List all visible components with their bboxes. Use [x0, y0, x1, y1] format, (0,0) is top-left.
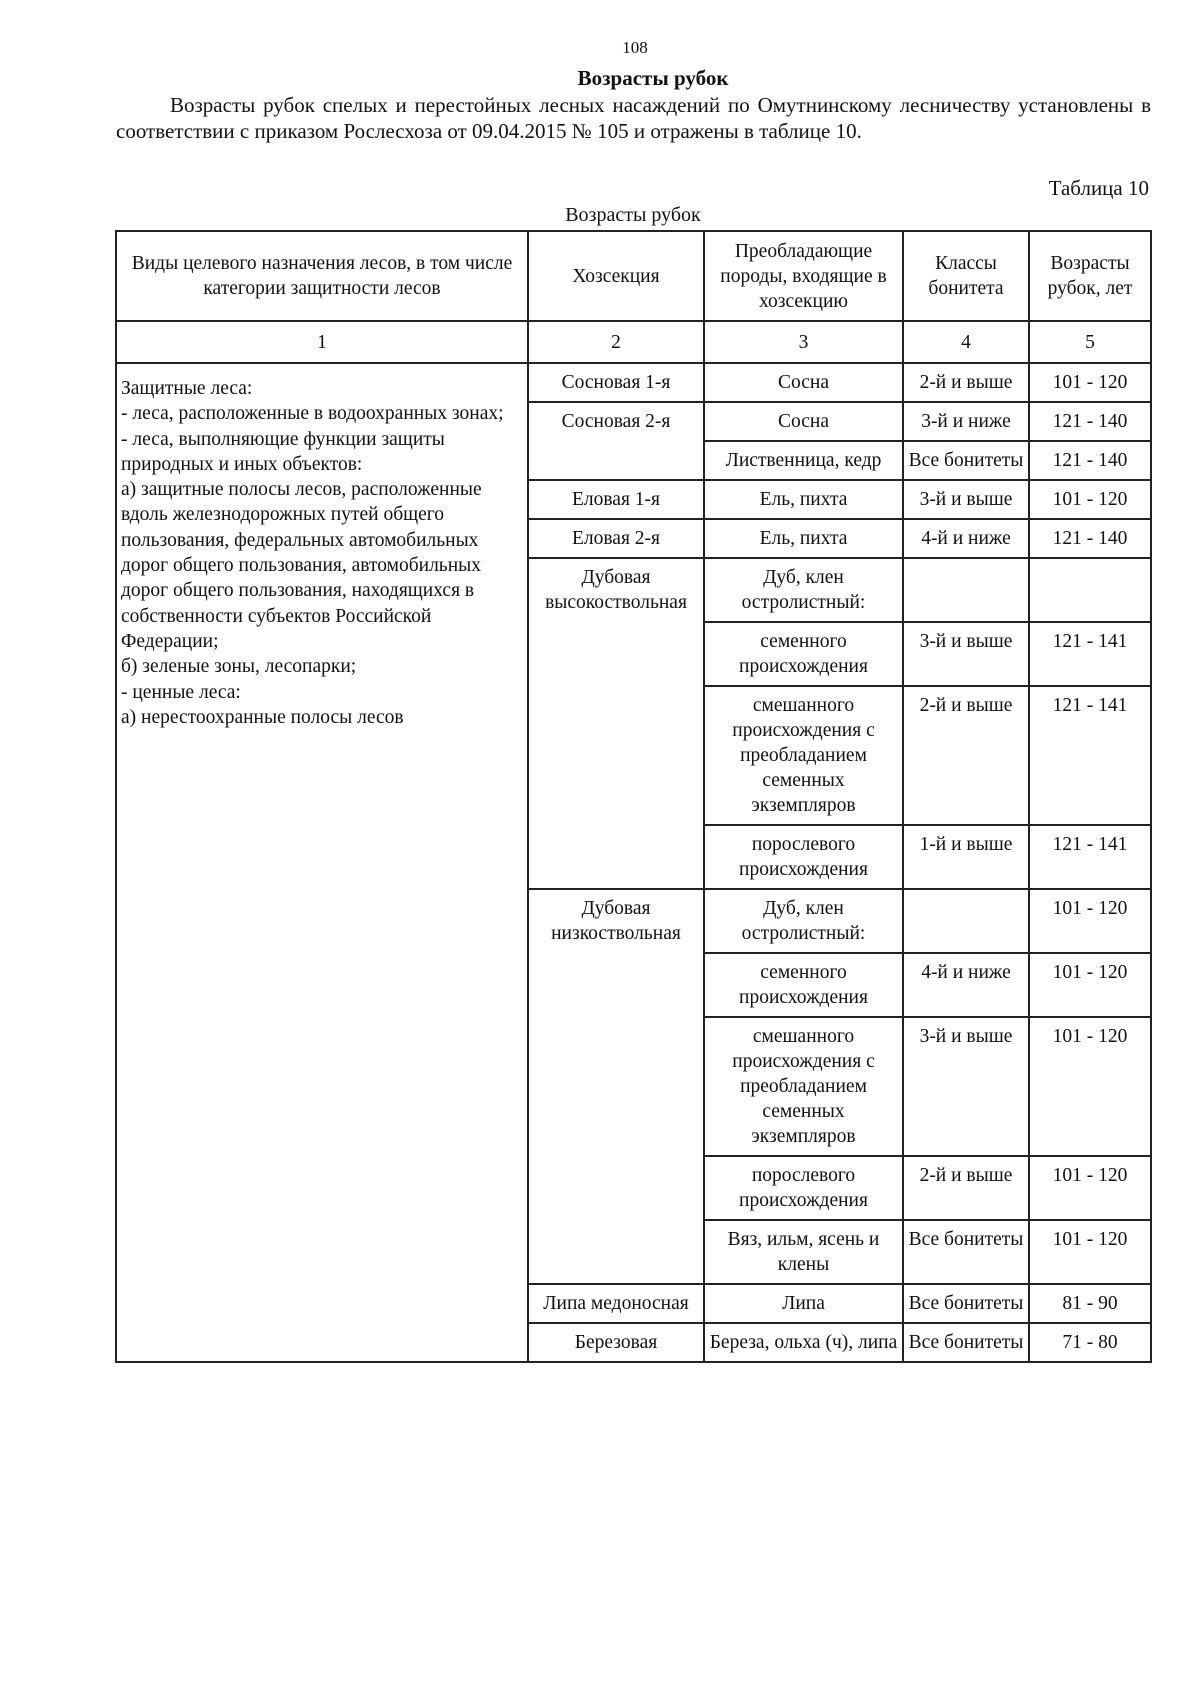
age-cell: 121 - 141	[1029, 686, 1151, 825]
header-species: Преобладающие породы, входящие в хозсекцию	[704, 231, 903, 321]
bonitet-cell: Все бонитеты	[903, 441, 1029, 480]
bonitet-cell: 2-й и выше	[903, 686, 1029, 825]
header-bonitet: Классы бонитета	[903, 231, 1029, 321]
age-cell: 101 - 120	[1029, 1017, 1151, 1156]
column-number: 2	[528, 321, 704, 363]
age-cell: 101 - 120	[1029, 363, 1151, 402]
age-cell: 101 - 120	[1029, 1156, 1151, 1220]
species-cell: смешанного происхождения с преобладанием семенных экземпляров	[704, 1017, 903, 1156]
species-cell: Дуб, клен остролистный:	[704, 558, 903, 622]
bonitet-cell: 3-й и выше	[903, 622, 1029, 686]
age-cell: 121 - 140	[1029, 519, 1151, 558]
age-cell: 81 - 90	[1029, 1284, 1151, 1323]
table-label: Таблица 10	[1048, 176, 1149, 200]
intro-paragraph: Возрасты рубок спелых и перестойных лесных насаждений по Омутнинскому лесничеству установлены в соответствии с приказом Рослесхоза от 09.04.2015 № 105 и отражены в таблице 10.	[116, 93, 1151, 143]
section-cell: Дубовая низкоствольная	[528, 889, 704, 1284]
forest-purpose-line: - леса, расположенные в водоохранных зонах;	[121, 403, 504, 425]
age-cell: 121 - 141	[1029, 622, 1151, 686]
bonitet-cell: 3-й и выше	[903, 1017, 1029, 1156]
age-cell: 101 - 120	[1029, 1220, 1151, 1284]
section-cell: Дубовая высокоствольная	[528, 558, 704, 889]
column-number: 5	[1029, 321, 1151, 363]
bonitet-cell	[903, 558, 1029, 622]
bonitet-cell	[903, 889, 1029, 953]
bonitet-cell: 2-й и выше	[903, 363, 1029, 402]
forest-purpose-line: а) нерестоохранные полосы лесов	[121, 706, 404, 728]
age-cell: 71 - 80	[1029, 1323, 1151, 1362]
age-cell: 121 - 141	[1029, 825, 1151, 889]
bonitet-cell: 2-й и выше	[903, 1156, 1029, 1220]
bonitet-cell: 4-й и ниже	[903, 519, 1029, 558]
section-cell: Еловая 2-я	[528, 519, 704, 558]
bonitet-cell: 4-й и ниже	[903, 953, 1029, 1017]
section-cell: Сосновая 2-я	[528, 402, 704, 480]
age-cell: 121 - 140	[1029, 402, 1151, 441]
page-number: 108	[622, 38, 648, 57]
section-cell: Сосновая 1-я	[528, 363, 704, 402]
forest-purpose-line: Защитные леса:	[121, 378, 253, 399]
species-cell: Дуб, клен остролистный:	[704, 889, 903, 953]
table-row	[116, 363, 1151, 402]
column-number-row	[116, 321, 1151, 363]
header-cutting-age: Возрасты рубок, лет	[1029, 231, 1151, 321]
bonitet-cell: 3-й и ниже	[903, 402, 1029, 441]
header-forest-purpose: Виды целевого назначения лесов, в том числе категории защитности лесов	[116, 231, 528, 321]
section-cell: Березовая	[528, 1323, 704, 1362]
species-cell: Ель, пихта	[704, 519, 903, 558]
section-cell: Еловая 1-я	[528, 480, 704, 519]
species-cell: Ель, пихта	[704, 480, 903, 519]
forest-purpose-line: - ценные леса:	[121, 681, 241, 703]
cutting-age-table	[115, 230, 1152, 1363]
header-section: Хозсекция	[528, 231, 704, 321]
species-cell: порослевого происхождения	[704, 1156, 903, 1220]
bonitet-cell: Все бонитеты	[903, 1284, 1029, 1323]
table-caption: Возрасты рубок	[565, 204, 701, 226]
forest-purpose-line: а) защитные полосы лесов, расположенные вдоль железнодорожных путей общего пользования, федеральных автомобильных дорог общего пользования, автомобильных дорог общего пользования, находящихся в собственности субъектов Российской Федерации;	[121, 479, 482, 652]
species-cell: Вяз, ильм, ясень и клены	[704, 1220, 903, 1284]
species-cell: Лиственница, кедр	[704, 441, 903, 480]
column-number: 4	[903, 321, 1029, 363]
bonitet-cell: Все бонитеты	[903, 1220, 1029, 1284]
bonitet-cell: Все бонитеты	[903, 1323, 1029, 1362]
species-cell: смешанного происхождения с преобладанием семенных экземпляров	[704, 686, 903, 825]
forest-purpose-cell	[116, 363, 528, 1362]
age-cell: 101 - 120	[1029, 953, 1151, 1017]
species-cell: семенного происхождения	[704, 953, 903, 1017]
bonitet-cell: 1-й и выше	[903, 825, 1029, 889]
forest-purpose-line: б) зеленые зоны, лесопарки;	[121, 656, 357, 678]
forest-purpose-line: - леса, выполняющие функции защиты природных и иных объектов:	[121, 428, 445, 475]
age-cell	[1029, 558, 1151, 622]
species-cell: порослевого происхождения	[704, 825, 903, 889]
species-cell: семенного происхождения	[704, 622, 903, 686]
section-cell: Липа медоносная	[528, 1284, 704, 1323]
column-number: 3	[704, 321, 903, 363]
section-heading: Возрасты рубок	[577, 66, 729, 90]
species-cell: Сосна	[704, 363, 903, 402]
column-number: 1	[116, 321, 528, 363]
species-cell: Липа	[704, 1284, 903, 1323]
age-cell: 101 - 120	[1029, 480, 1151, 519]
age-cell: 121 - 140	[1029, 441, 1151, 480]
species-cell: Сосна	[704, 402, 903, 441]
species-cell: Береза, ольха (ч), липа	[704, 1323, 903, 1362]
bonitet-cell: 3-й и выше	[903, 480, 1029, 519]
age-cell: 101 - 120	[1029, 889, 1151, 953]
table-header-row	[116, 231, 1151, 321]
